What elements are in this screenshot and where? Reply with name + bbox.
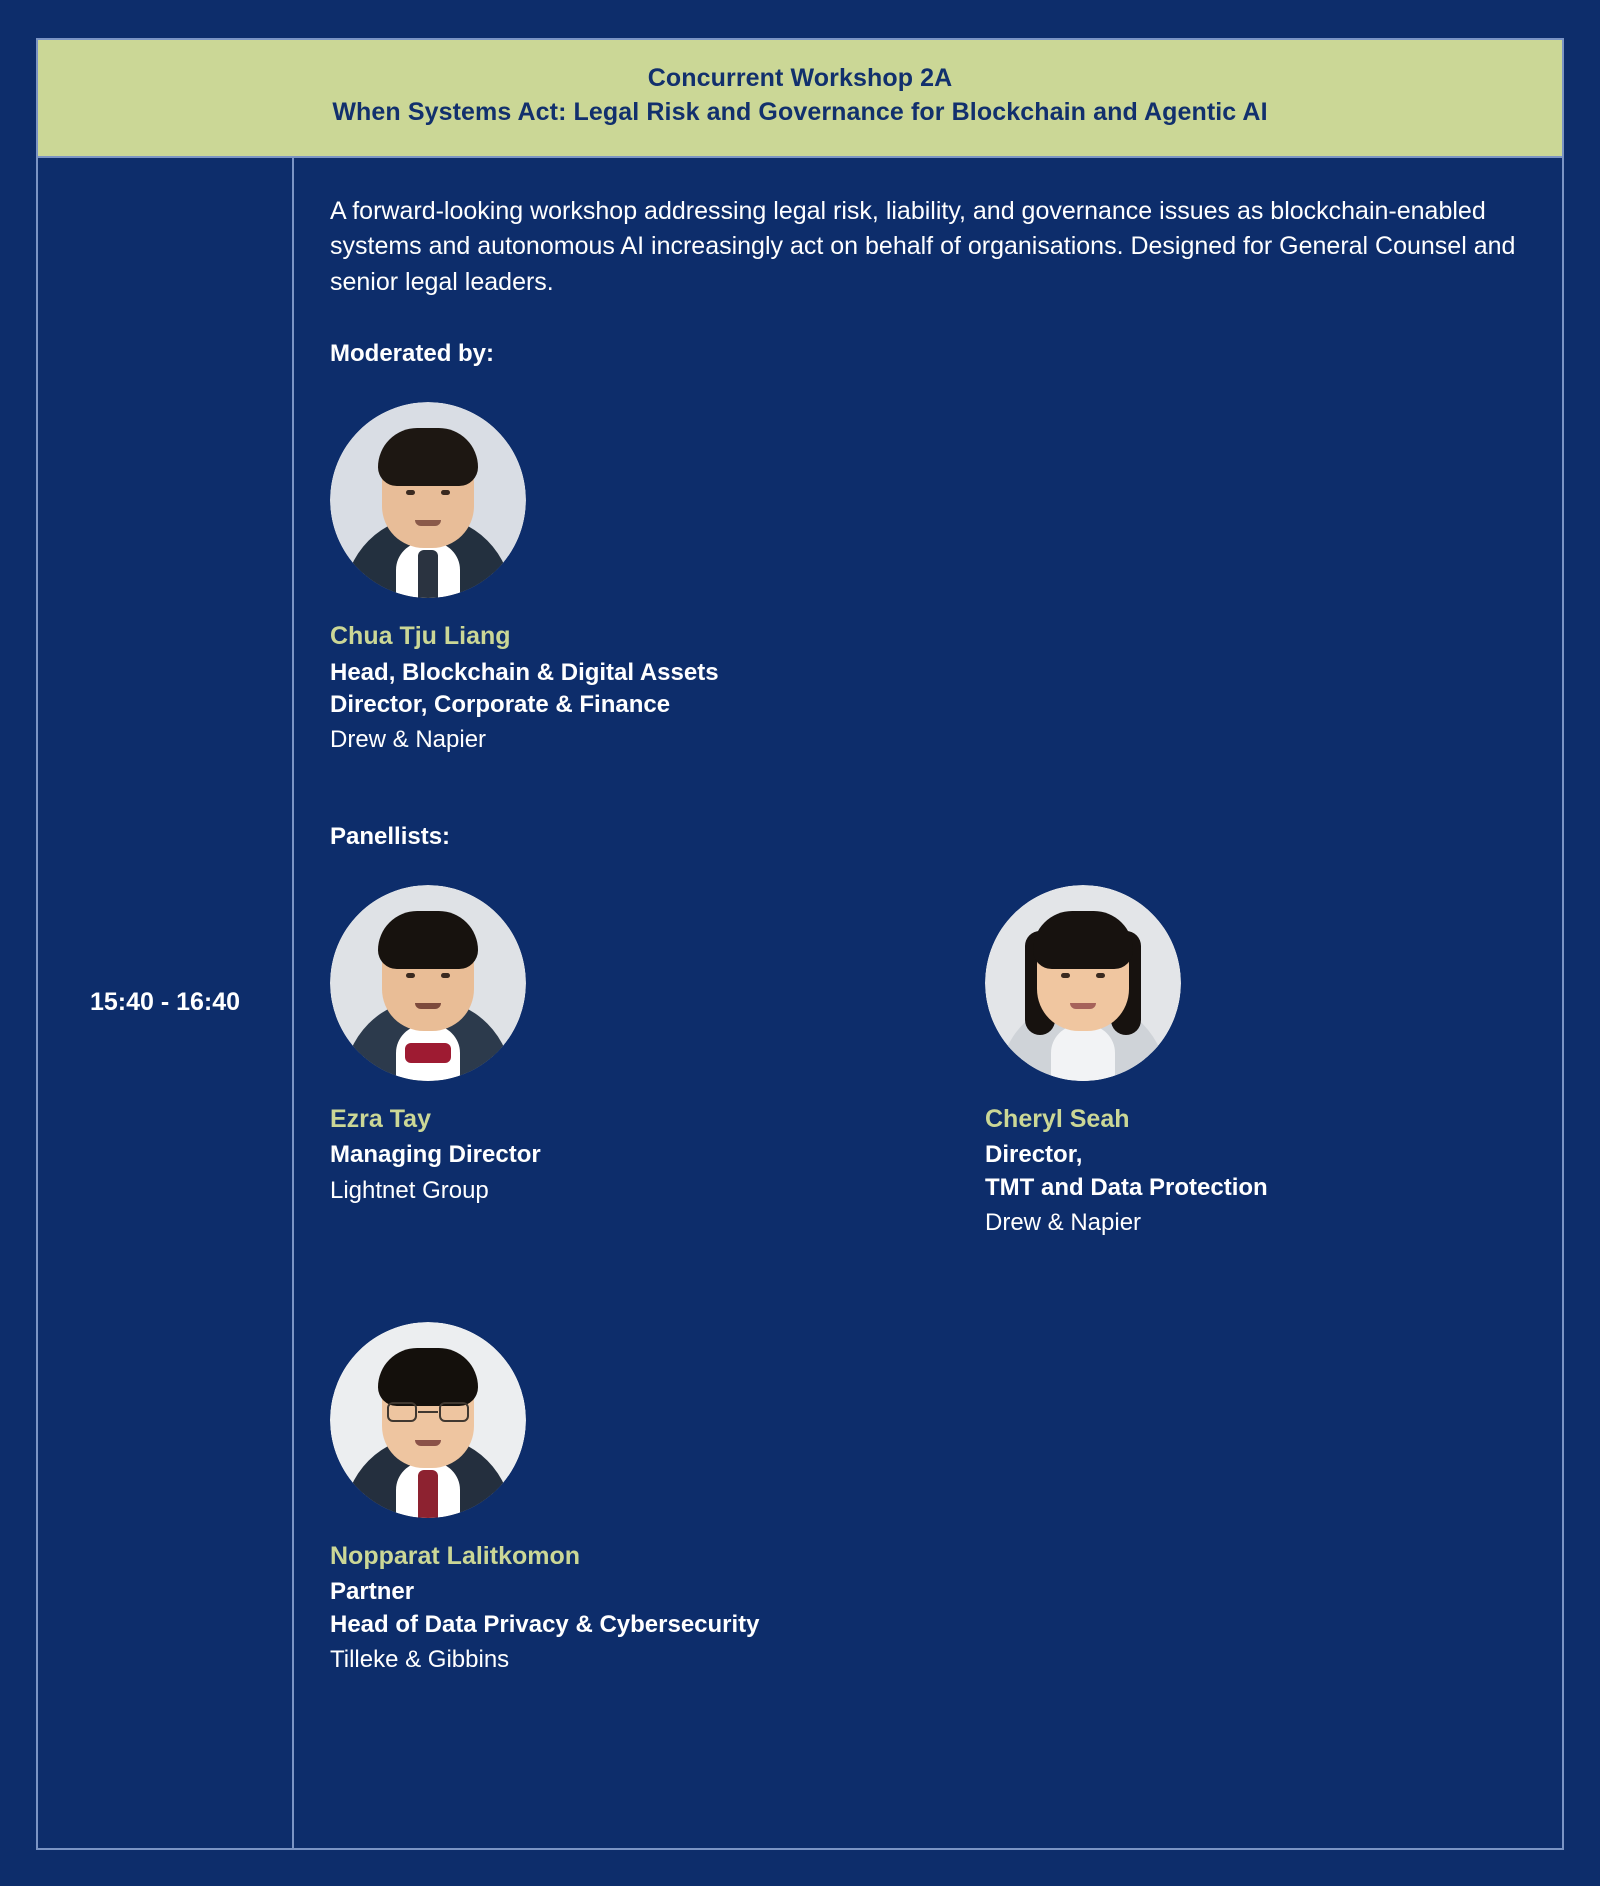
person-panellist-2 xyxy=(985,885,1518,1240)
person-role-line1: Managing Director xyxy=(330,1141,541,1169)
glasses-icon xyxy=(385,1402,471,1422)
person-role-line2: Director, Corporate & Finance xyxy=(330,690,671,718)
person-role-line1: Partner xyxy=(330,1578,415,1606)
workshop-number: Concurrent Workshop 2A xyxy=(647,64,953,92)
headshot-male-bowtie-icon xyxy=(330,885,526,1081)
person-panellist-3 xyxy=(330,1322,985,1677)
person-role-line2: Head of Data Privacy & Cybersecurity xyxy=(330,1610,760,1638)
avatar xyxy=(330,885,526,1081)
session-card xyxy=(36,38,1564,1850)
session-time: 15:40 - 16:40 xyxy=(89,988,241,1017)
headshot-male-suit-icon xyxy=(330,402,526,598)
person-role-line2: TMT and Data Protection xyxy=(985,1173,1268,1201)
session-description: A forward-looking workshop addressing legal risk, liability, and governance issues as blockchain-enabled systems and autonomous AI increasingly act on behalf of organisations. Designed for General Counsel and senior legal leaders. xyxy=(330,196,1516,296)
session-banner xyxy=(38,40,1562,158)
avatar xyxy=(330,402,526,598)
person-role-line1: Head, Blockchain & Digital Assets xyxy=(330,658,719,686)
moderator-label: Moderated by: xyxy=(330,340,495,367)
person-panellist-1 xyxy=(330,885,985,1240)
panellists-label: Panellists: xyxy=(330,822,451,850)
person-role-line1: Director, xyxy=(985,1141,1083,1169)
person-name: Chua Tju Liang xyxy=(330,622,511,650)
person-organisation: Drew & Napier xyxy=(330,726,487,754)
person-organisation: Drew & Napier xyxy=(985,1209,1142,1237)
panellists-grid xyxy=(330,885,1518,1699)
headshot-male-glasses-icon xyxy=(330,1322,526,1518)
person-moderator xyxy=(330,402,985,757)
workshop-title: When Systems Act: Legal Risk and Governance for Blockchain and Agentic AI xyxy=(332,97,1268,126)
person-organisation: Lightnet Group xyxy=(330,1176,489,1204)
avatar xyxy=(330,1322,526,1518)
person-name: Cheryl Seah xyxy=(985,1104,1130,1133)
avatar xyxy=(985,885,1181,1081)
person-organisation: Tilleke & Gibbins xyxy=(330,1646,510,1674)
time-column xyxy=(38,158,294,1849)
session-body xyxy=(38,158,1562,1849)
person-name: Ezra Tay xyxy=(330,1104,431,1133)
headshot-female-icon xyxy=(985,885,1181,1081)
moderator-grid xyxy=(330,402,1518,779)
session-content xyxy=(294,158,1562,1849)
person-name: Nopparat Lalitkomon xyxy=(330,1541,581,1570)
